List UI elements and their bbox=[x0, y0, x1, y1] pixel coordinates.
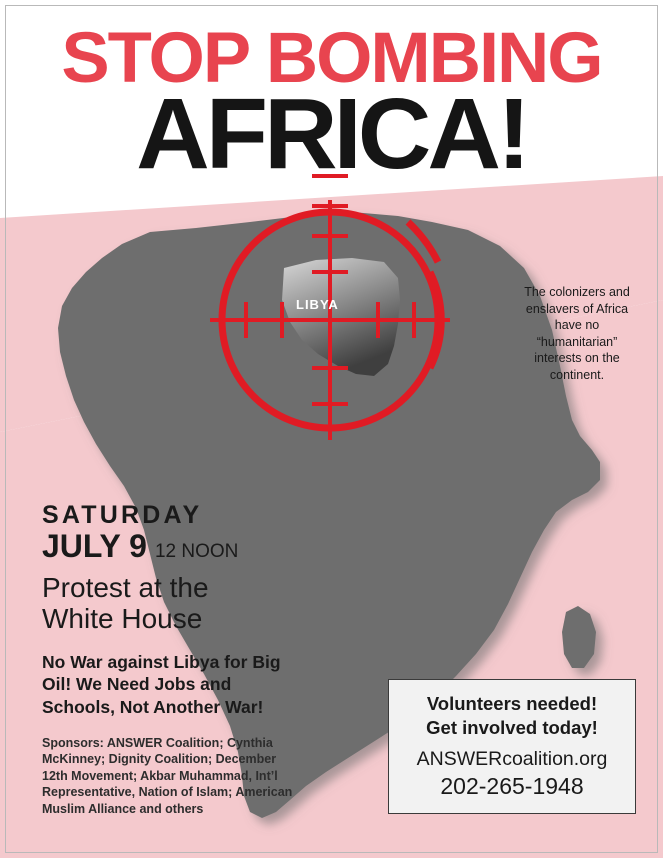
volunteer-call-line-1: Volunteers needed! bbox=[426, 693, 598, 714]
event-time: 12 NOON bbox=[154, 541, 239, 562]
event-location-line-1: Protest at the bbox=[42, 572, 209, 603]
volunteer-contact-box[interactable] bbox=[388, 679, 636, 814]
event-date: JULY 9 bbox=[42, 528, 147, 564]
event-location-line-2: White House bbox=[42, 603, 203, 635]
headline-line-1: STOP BOMBING bbox=[61, 19, 602, 98]
volunteer-website-link[interactable]: ANSWERcoalition.org bbox=[416, 748, 608, 771]
event-day: SATURDAY bbox=[42, 501, 203, 529]
poster-headline bbox=[0, 19, 663, 191]
volunteer-phone-number[interactable]: 202-265-1948 bbox=[440, 772, 584, 799]
headline-line-2: AFRICA! bbox=[136, 78, 527, 191]
event-details bbox=[42, 503, 294, 817]
volunteer-call-line-2: Get involved today! bbox=[426, 716, 598, 738]
colonizers-quote: The colonizers and enslavers of Africa have no “humanitarian” interests on the continent. bbox=[524, 285, 630, 382]
event-slogan: No War against Libya for Big Oil! We Need Jobs and Schools, Not Another War! bbox=[42, 651, 281, 718]
event-sponsors: Sponsors: ANSWER Coalition; Cynthia McKinney; Dignity Coalition; December 12th Movement; Akbar Muhammad, Int’l Representative, Nation of Islam; American Muslim Alliance and others bbox=[42, 735, 293, 816]
event-dateline bbox=[42, 530, 294, 562]
libya-map-label: LIBYA bbox=[296, 297, 339, 312]
event-location bbox=[42, 572, 294, 635]
